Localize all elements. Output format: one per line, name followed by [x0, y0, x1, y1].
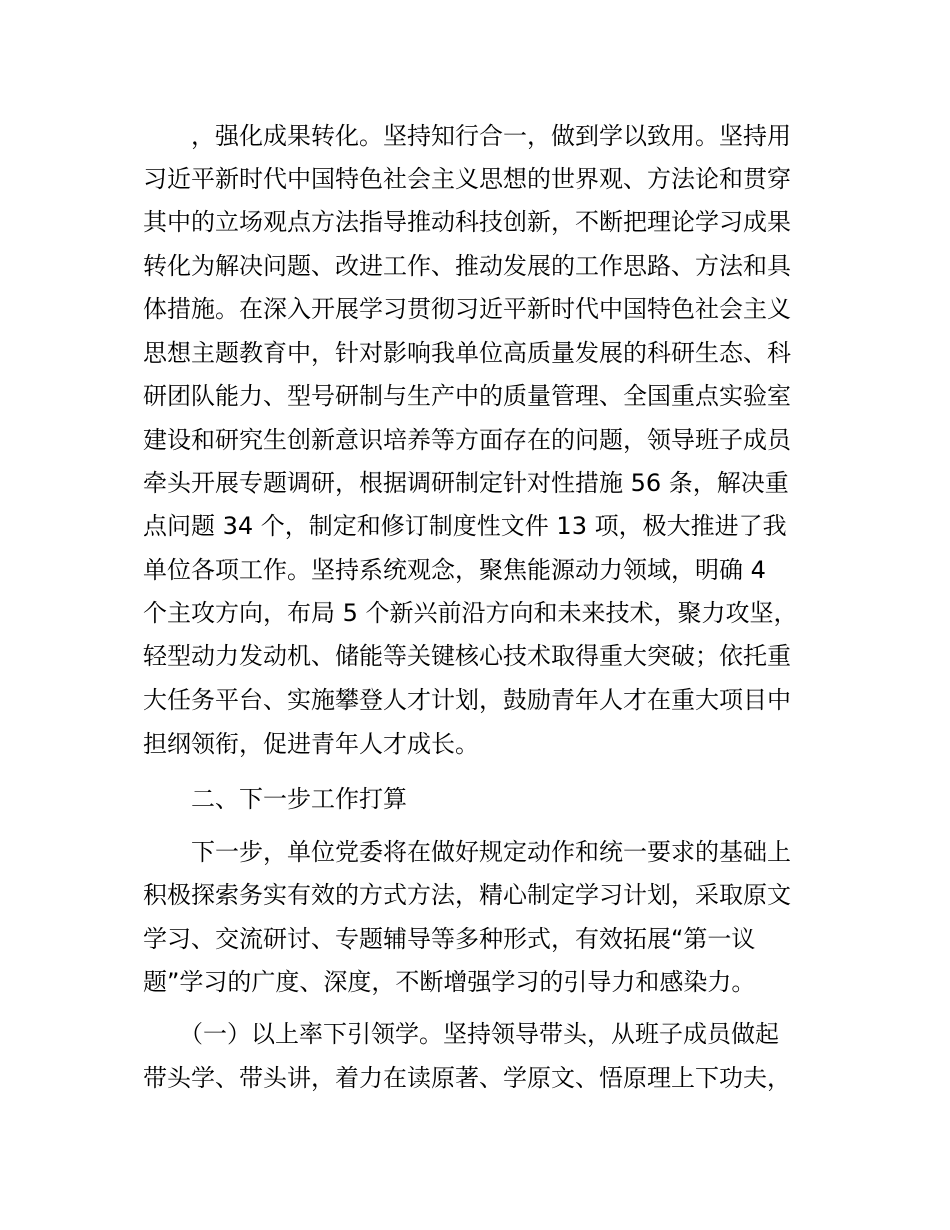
paragraph-line: 牵头开展专题调研，根据调研制定针对性措施 56 条，解决重 — [143, 469, 789, 497]
paragraph-line: 轻型动力发动机、储能等关键核心技术取得重大突破；依托重 — [143, 642, 791, 670]
paragraph-line: 积极探索务实有效的方式方法，精心制定学习计划，采取原文 — [143, 881, 791, 909]
paragraph-line: 担纲领衔，促进青年人才成长。 — [143, 730, 479, 758]
subsection-line: （一）以上率下引领学。坚持领导带头，从班子成员做起 — [143, 1020, 779, 1048]
paragraph-line: 单位各项工作。坚持系统观念，聚焦能源动力领域，明确 4 — [143, 556, 766, 584]
paragraph-line: 其中的立场观点方法指导推动科技创新，不断把理论学习成果 — [143, 208, 791, 236]
paragraph-line: 题”学习的广度、深度，不断增强学习的引导力和感染力。 — [143, 968, 756, 996]
paragraph-line: ，强化成果转化。坚持知行合一，做到学以致用。坚持用 — [143, 122, 791, 150]
paragraph-line: 建设和研究生创新意识培养等方面存在的问题，领导班子成员 — [143, 426, 791, 454]
paragraph-line: 个主攻方向，布局 5 个新兴前沿方向和未来技术，聚力攻坚， — [143, 599, 798, 627]
paragraph-line: 习近平新时代中国特色社会主义思想的世界观、方法论和贯穿 — [143, 165, 791, 193]
section-heading: 二、下一步工作打算 — [143, 785, 407, 813]
paragraph-line: 下一步，单位党委将在做好规定动作和统一要求的基础上 — [143, 838, 791, 866]
paragraph-line: 研团队能力、型号研制与生产中的质量管理、全国重点实验室 — [143, 382, 791, 410]
paragraph-line: 大任务平台、实施攀登人才计划，鼓励青年人才在重大项目中 — [143, 686, 791, 714]
paragraph-line: 思想主题教育中，针对影响我单位高质量发展的科研生态、科 — [143, 339, 791, 367]
paragraph-line: 点问题 34 个，制定和修订制度性文件 13 项，极大推进了我 — [143, 512, 787, 540]
paragraph-line: 体措施。在深入开展学习贯彻习近平新时代中国特色社会主义 — [143, 295, 791, 323]
paragraph-line: 转化为解决问题、改进工作、推动发展的工作思路、方法和具 — [143, 252, 791, 280]
paragraph-line: 学习、交流研讨、专题辅导等多种形式，有效拓展“第一议 — [143, 925, 756, 953]
paragraph-line: 带头学、带头讲，着力在读原著、学原文、悟原理上下功夫， — [143, 1064, 791, 1092]
